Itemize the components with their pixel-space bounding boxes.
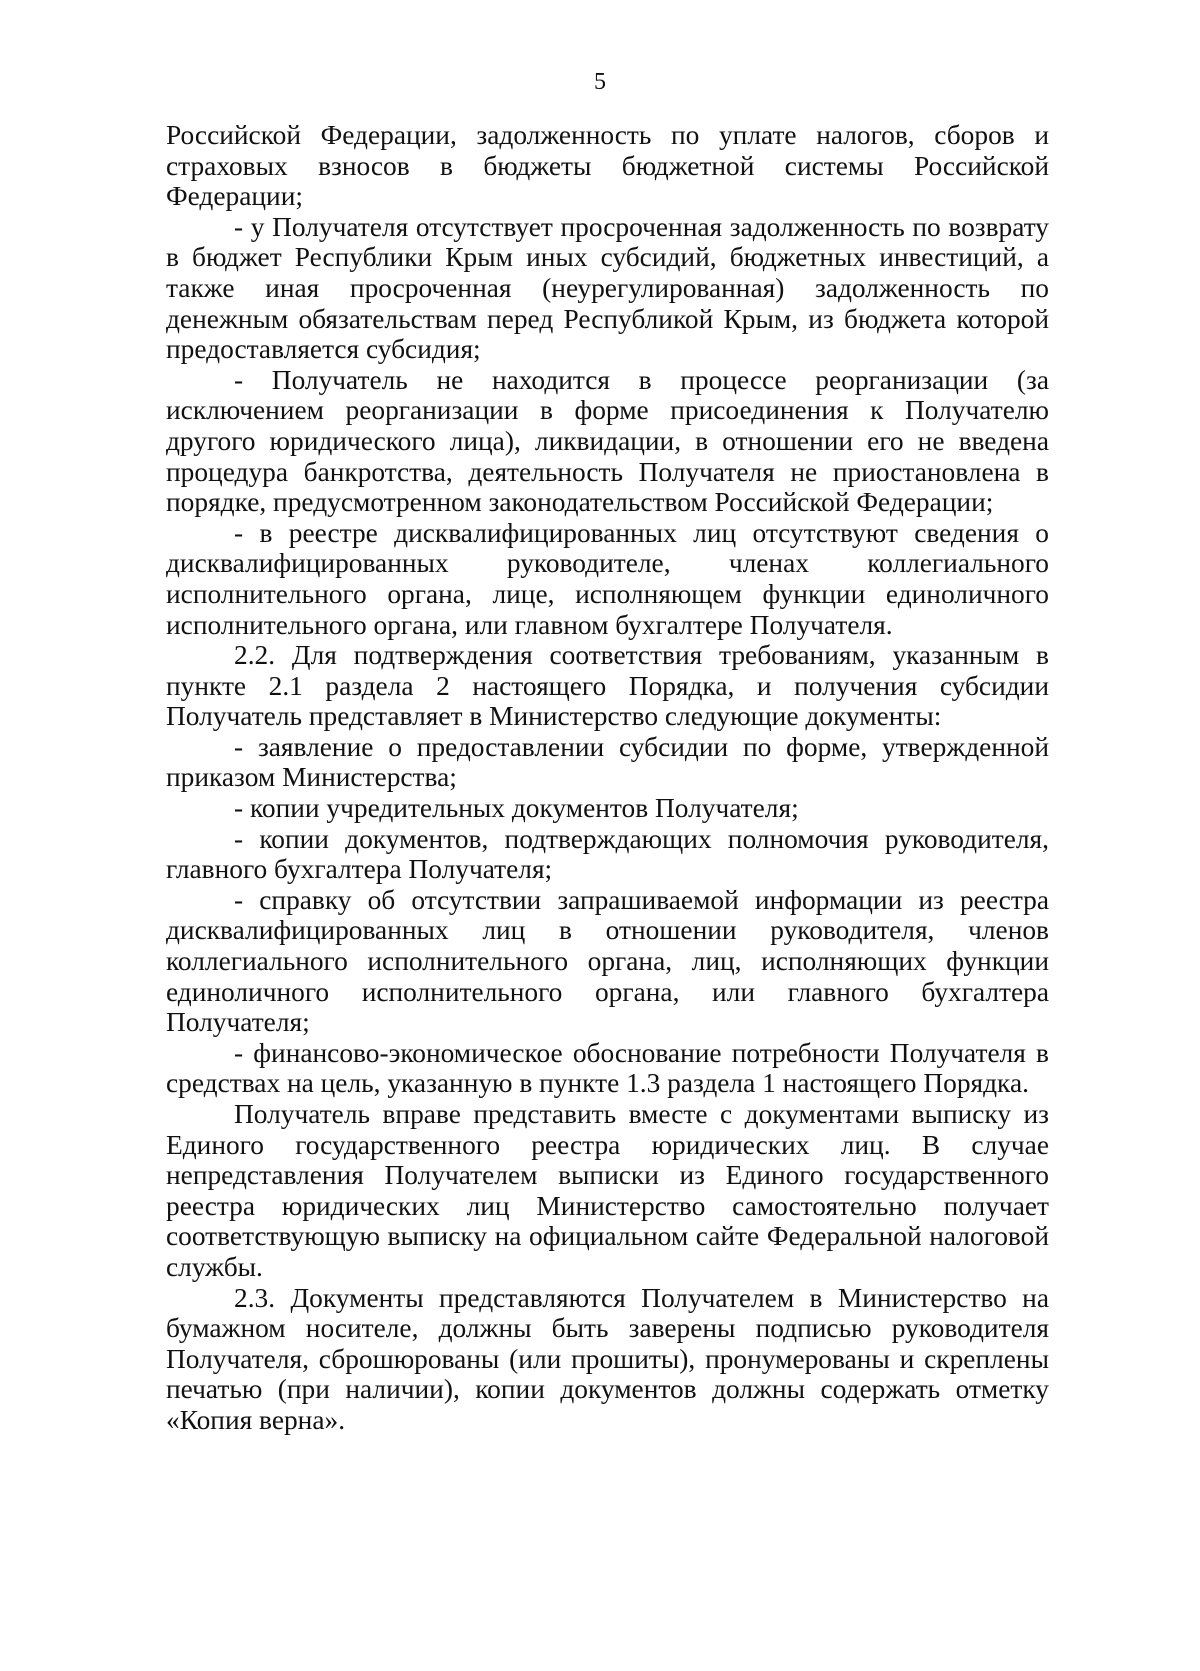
paragraph-continuation: Российской Федерации, задолженность по уплате налогов, сборов и страховых взносов в бюджеты бюджетной системы Российской Федерации; — [166, 120, 1049, 212]
paragraph-overdue-debt: - у Получателя отсутствует просроченная задолженность по возврату в бюджет Республики Крым иных субсидий, бюджетных инвестиций, а также иная просроченная (неурегулированная) задолженность по денежным обязательствам перед Республикой Крым, из бюджета которой предоставляется субсидия; — [166, 211, 1049, 365]
paragraph-founding-documents: - копии учредительных документов Получателя; — [234, 793, 799, 824]
paragraph-disqualified-registry: - в реестре дисквалифицированных лиц отсутствуют сведения о дисквалифицированных руководителе, членах коллегиального исполнительного органа, лице, исполняющем функции единоличного исполнительного органа, или главном бухгалтере Получателя. — [166, 517, 1049, 640]
document-body — [166, 120, 1049, 1436]
paragraph-registry-extract: Получатель вправе представить вместе с документами выписку из Единого государственного реестра юридических лиц. В случае непредставления Получателем выписки из Единого государственного реестра юридических лиц Министерство самостоятельно получает соответствующую выписку на официальном сайте Федеральной налоговой службы. — [166, 1099, 1049, 1282]
paragraph-application: - заявление о предоставлении субсидии по форме, утвержденной приказом Министерства; — [166, 731, 1049, 793]
paragraph-section-2-2: 2.2. Для подтверждения соответствия требованиям, указанным в пункте 2.1 раздела 2 настоящего Порядка, и получения субсидии Получатель представляет в Министерство следующие документы: — [166, 640, 1049, 732]
paragraph-registry-certificate: - справку об отсутствии запрашиваемой информации из реестра дисквалифицированных лиц в отношении руководителя, членов коллегиального исполнительного органа, лиц, исполняющих функции единоличного исполнительного органа, или главного бухгалтера Получателя; — [166, 884, 1049, 1038]
paragraph-authority-documents: - копии документов, подтверждающих полномочия руководителя, главного бухгалтера Получателя; — [166, 823, 1049, 885]
paragraph-reorganization: - Получатель не находится в процессе реорганизации (за исключением реорганизации в форме присоединения к Получателю другого юридического лица), ликвидации, в отношении его не введена процедура банкротства, деятельность Получателя не приостановлена в порядке, предусмотренном законодательством Российской Федерации; — [166, 364, 1049, 518]
page-number: 5 — [594, 69, 606, 95]
paragraph-section-2-3: 2.3. Документы представляются Получателем в Министерство на бумажном носителе, должны быть заверены подписью руководителя Получателя, сброшюрованы (или прошиты), пронумерованы и скреплены печатью (при наличии), копии документов должны содержать отметку «Копия верна». — [166, 1282, 1049, 1435]
paragraph-financial-justification: - финансово-экономическое обоснование потребности Получателя в средствах на цель, указанную в пункте 1.3 раздела 1 настоящего Порядка. — [166, 1037, 1049, 1099]
